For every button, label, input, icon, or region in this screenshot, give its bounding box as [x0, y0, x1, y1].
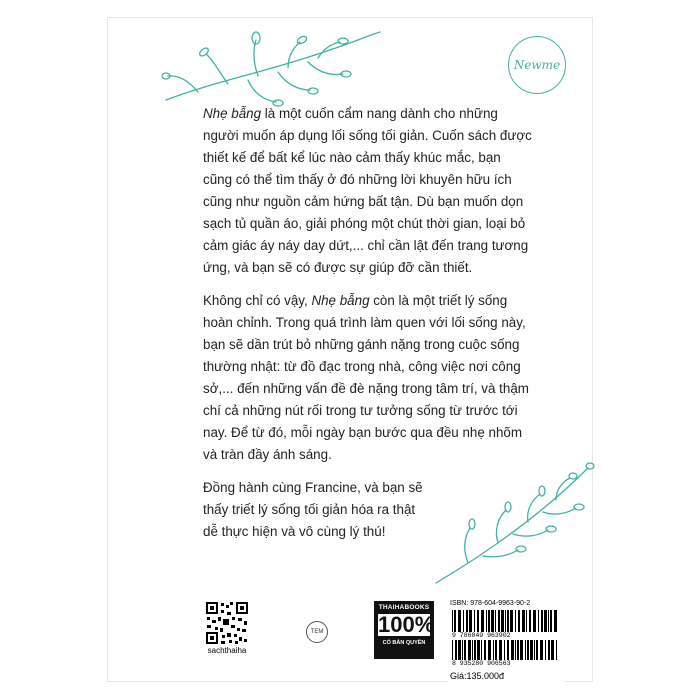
paragraph-3-text: Đồng hành cùng Francine, và bạn sẽ thấy triết lý sống tối giản hóa ra thật dễ thực hiện và vô cùng lý thú! [203, 480, 423, 539]
barcode-block [448, 600, 564, 682]
publisher-copyright: CÓ BẢN QUYỀN [382, 640, 426, 646]
publisher-name: THAIHABOOKS [378, 604, 430, 611]
book-title-1: Nhẹ bẫng [203, 106, 262, 121]
tem-label: TEM [310, 629, 324, 635]
paragraph-3 [203, 477, 423, 543]
tem-sticker [306, 621, 328, 643]
barcode-digits-1: 9 786049 963902 [452, 632, 511, 639]
book-title-2: Nhẹ bẫng [311, 293, 370, 308]
barcode-digits-2: 8 935280 906563 [452, 660, 511, 667]
paragraph-1-text: là một cuốn cẩm nang dành cho những người muốn áp dụng lối sống tối giản. Cuốn sách được thiết kế để bất kể lúc nào cảm thấy khúc mắc, bạn cũng có thể tìm thấy ở đó những lời khuyên hữu ích cũng như nguồn cảm hứng bất tận. Dù bạn muốn dọn sạch tủ quần áo, giải phóng một chút thời gian, loại bỏ cảm giác áy náy day dứt,... chỉ cần lật đến trang tương ứng, và bạn sẽ có được sự giúp đỡ cần thiết. [203, 106, 532, 275]
back-cover-text [203, 103, 533, 554]
newme-logo [508, 36, 566, 94]
paragraph-2-start: Không chỉ có vậy, [203, 293, 312, 308]
barcode-isbn [452, 610, 560, 632]
logo-text: Newme [513, 58, 561, 72]
publisher-percent: 100% [378, 612, 435, 637]
paragraph-2-text: còn là một triết lý sống hoàn chỉnh. Trong quá trình làm quen với lối sống này, bạn sẽ dần trút bỏ những gánh nặng trong cuộc sống thường nhật: từ đồ đạc trong nhà, công việc nơi công sở,... đến những vấn đề đè nặng trong tâm trí, và thậm chí cả những nút rối trong tư tưởng sống từ trước tới nay. Để từ đó, mỗi ngày bạn bước qua đều nhẹ nhõm và tràn đầy ánh sáng. [203, 293, 529, 462]
paragraph-1 [203, 103, 533, 279]
qr-label: sachthaiha [207, 646, 247, 655]
publisher-badge [374, 601, 434, 659]
price-label: Giá:135.000đ [450, 671, 505, 681]
barcode-price [452, 640, 560, 660]
paragraph-2 [203, 290, 533, 466]
isbn-text: ISBN: 978-604-9963-90-2 [450, 600, 531, 607]
qr-code [205, 601, 249, 645]
